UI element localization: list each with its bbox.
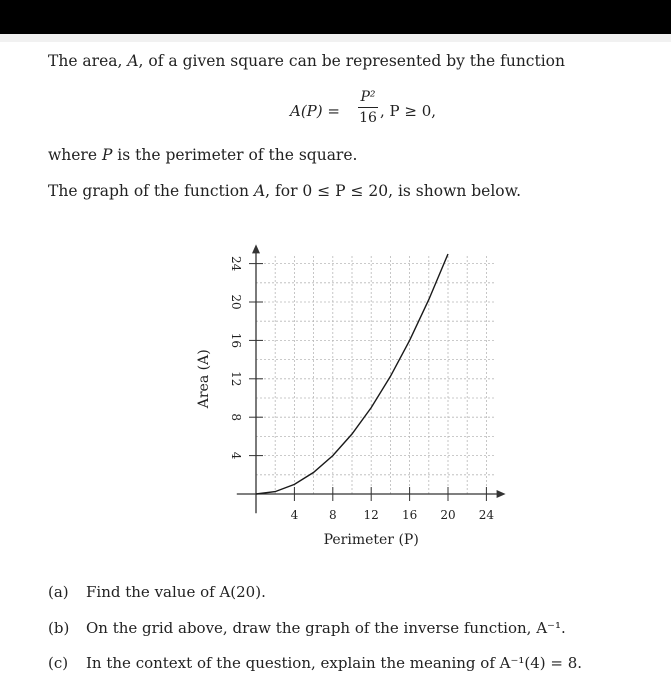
intro-line-1-end: , of a given square can be represented by the function bbox=[138, 52, 565, 70]
intro-line-2 bbox=[48, 146, 357, 164]
fraction-bar bbox=[358, 107, 378, 108]
question-c-label: (c) bbox=[48, 654, 69, 672]
intro-line-3-start: The graph of the function bbox=[48, 182, 254, 200]
formula-denominator: 16 bbox=[359, 110, 377, 126]
question-b-text: On the grid above, draw the graph of the inverse function, A⁻¹. bbox=[86, 619, 566, 637]
x-tick-label: 20 bbox=[440, 508, 456, 522]
question-b bbox=[48, 619, 566, 637]
intro-line-3 bbox=[48, 182, 521, 200]
x-tick-label: 24 bbox=[478, 508, 495, 522]
question-a bbox=[48, 583, 266, 601]
formula-lhs: A(P) = bbox=[290, 102, 340, 120]
intro-line-2-var: P bbox=[101, 146, 113, 164]
intro-line-1-var: A bbox=[127, 52, 139, 70]
intro-line-2-start: where bbox=[48, 146, 102, 164]
y-axis-title: Area (A) bbox=[196, 349, 212, 409]
y-tick-label: 8 bbox=[229, 413, 243, 422]
top-band bbox=[0, 34, 671, 42]
question-a-text: Find the value of A(20). bbox=[86, 583, 266, 601]
y-axis-arrow bbox=[252, 244, 260, 253]
y-tick-label: 12 bbox=[229, 371, 243, 387]
intro-line-2-end: is the perimeter of the square. bbox=[112, 146, 358, 164]
intro-line-3-var: A bbox=[253, 182, 266, 200]
y-tick-label: 20 bbox=[229, 294, 243, 310]
question-a-label: (a) bbox=[48, 583, 69, 601]
x-axis-arrow bbox=[497, 490, 506, 498]
y-tick-label: 24 bbox=[229, 255, 243, 272]
question-b-label: (b) bbox=[48, 619, 70, 637]
intro-line-1-start: The area, bbox=[48, 52, 128, 70]
x-tick-label: 4 bbox=[290, 508, 299, 522]
intro-line-3-end: , for 0 ≤ P ≤ 20, is shown below. bbox=[265, 182, 521, 200]
formula-condition: , P ≥ 0, bbox=[380, 102, 437, 120]
y-tick-label: 16 bbox=[229, 332, 243, 349]
area-graph bbox=[180, 226, 540, 556]
y-tick-label: 4 bbox=[229, 451, 243, 460]
question-c-text: In the context of the question, explain the meaning of A⁻¹(4) = 8. bbox=[86, 654, 583, 672]
intro-line-1 bbox=[48, 52, 565, 70]
question-c bbox=[48, 654, 582, 672]
x-tick-label: 16 bbox=[401, 508, 418, 522]
formula-fraction bbox=[358, 88, 378, 127]
top-bar bbox=[0, 0, 671, 34]
x-tick-label: 8 bbox=[328, 508, 337, 522]
formula-numerator: P² bbox=[360, 89, 376, 105]
x-tick-label: 12 bbox=[363, 508, 379, 522]
x-axis-title: Perimeter (P) bbox=[323, 532, 419, 548]
